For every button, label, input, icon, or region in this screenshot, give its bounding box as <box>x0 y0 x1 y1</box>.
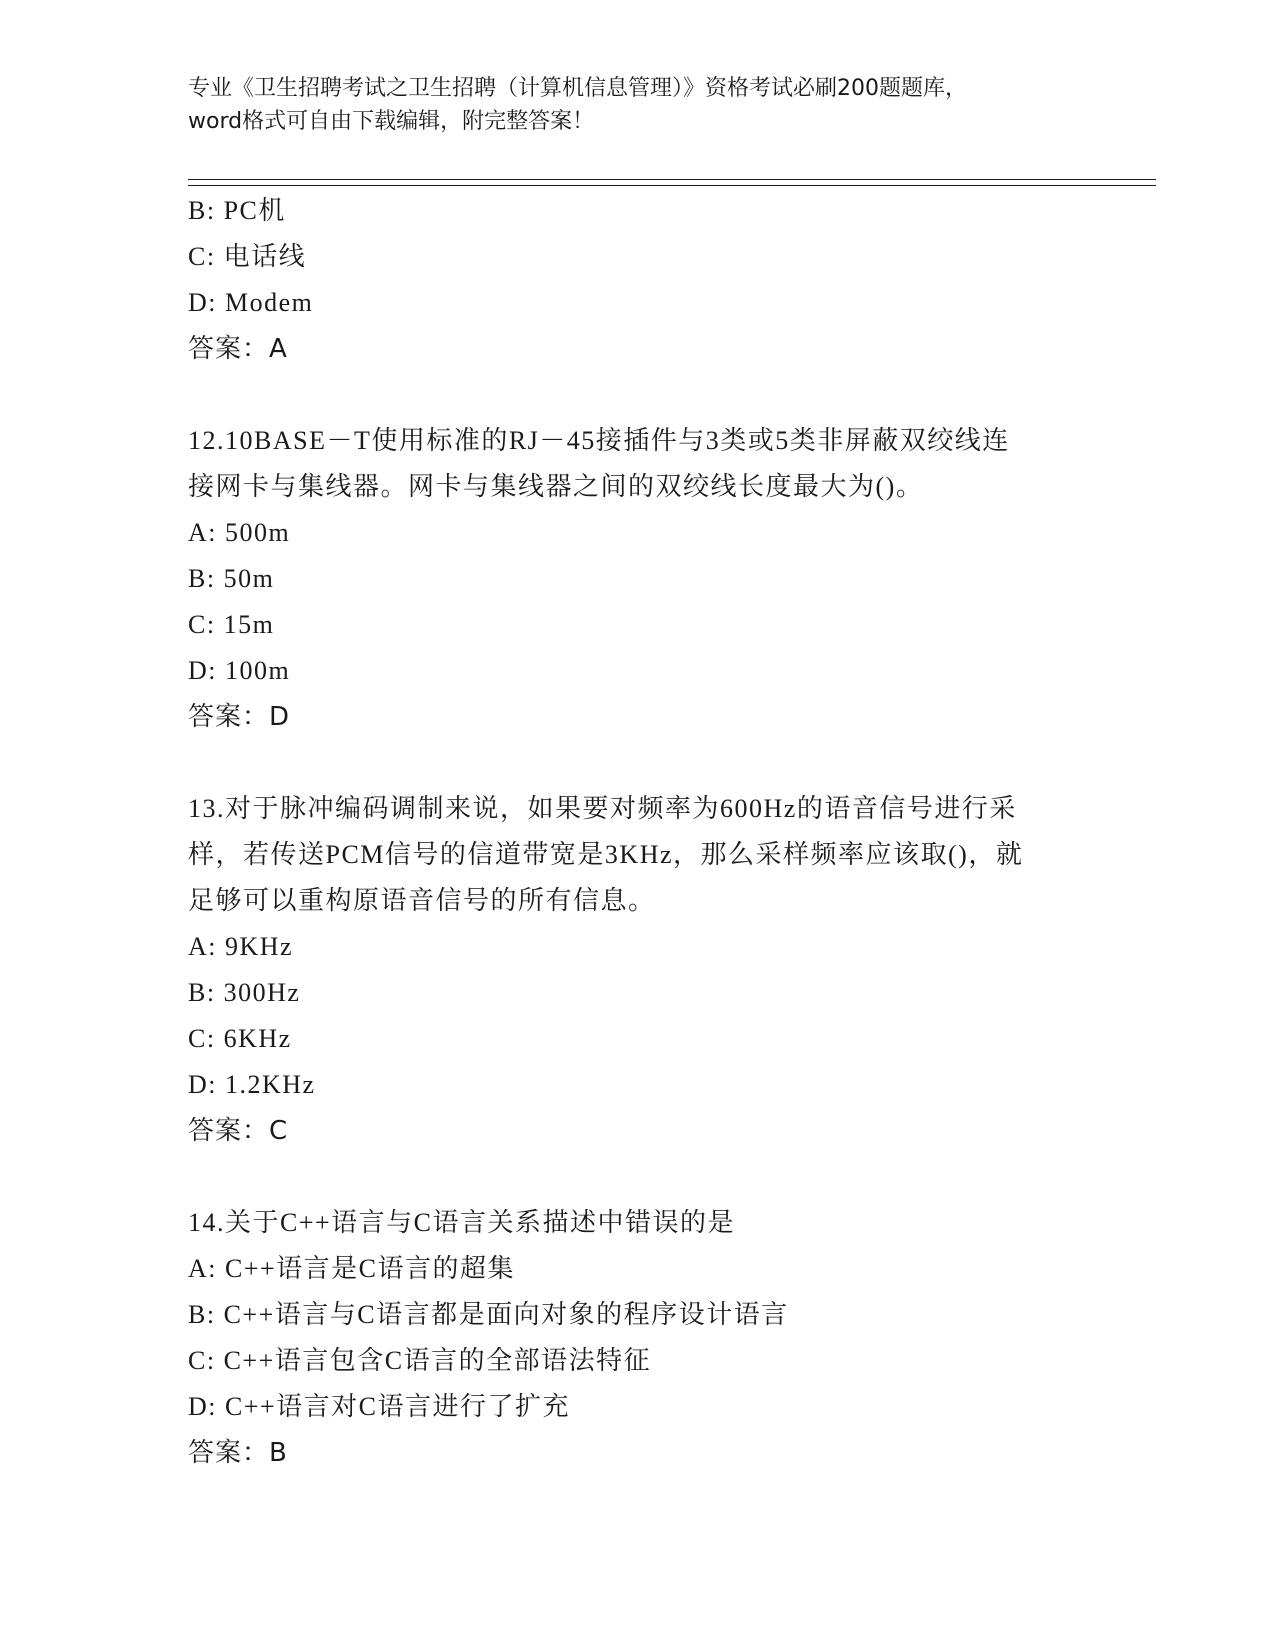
option-c: C: C++语言包含C语言的全部语法特征 <box>188 1346 652 1375</box>
option-b: B: 50m <box>188 564 275 593</box>
header-title-line-1: 专业《卫生招聘考试之卫生招聘（计算机信息管理）》资格考试必刷200题题库， <box>188 76 967 101</box>
answer-label: 答案：C <box>188 1116 289 1146</box>
option-b: B: PC机 <box>188 196 286 225</box>
header-divider-top <box>188 179 1156 180</box>
option-b: B: C++语言与C语言都是面向对象的程序设计语言 <box>188 1300 789 1329</box>
answer-label: 答案：D <box>188 702 291 732</box>
option-b: B: 300Hz <box>188 978 301 1007</box>
header-title-line-2: word格式可自由下载编辑，附完整答案！ <box>188 109 595 134</box>
option-d: D: 1.2KHz <box>188 1070 316 1099</box>
question-text: 14.关于C++语言与C语言关系描述中错误的是 <box>188 1208 736 1237</box>
option-a: A: C++语言是C语言的超集 <box>188 1254 516 1283</box>
question-text: 样，若传送PCM信号的信道带宽是3KHz，那么采样频率应该取()，就 <box>188 840 1024 869</box>
question-11-continued <box>188 188 1088 372</box>
option-c: C: 电话线 <box>188 242 307 271</box>
option-d: D: 100m <box>188 656 291 685</box>
option-a: A: 500m <box>188 518 291 547</box>
question-text: 12.10BASE－T使用标准的RJ－45接插件与3类或5类非屏蔽双绞线连 <box>188 426 1010 455</box>
option-d: D: Modem <box>188 288 314 317</box>
question-list <box>188 188 1088 1476</box>
option-c: C: 6KHz <box>188 1024 292 1053</box>
question-text: 13.对于脉冲编码调制来说，如果要对频率为600Hz的语音信号进行采 <box>188 794 1017 823</box>
document-header <box>188 72 1088 138</box>
answer-label: 答案：A <box>188 334 288 364</box>
option-c: C: 15m <box>188 610 275 639</box>
question-text: 接网卡与集线器。网卡与集线器之间的双绞线长度最大为()。 <box>188 472 924 501</box>
answer-label: 答案：B <box>188 1438 288 1468</box>
question-14 <box>188 1200 1088 1476</box>
question-12 <box>188 418 1088 740</box>
header-divider-bottom <box>188 185 1156 186</box>
question-13 <box>188 786 1088 1154</box>
option-d: D: C++语言对C语言进行了扩充 <box>188 1392 571 1421</box>
option-a: A: 9KHz <box>188 932 294 961</box>
question-text: 足够可以重构原语音信号的所有信息。 <box>188 886 656 915</box>
